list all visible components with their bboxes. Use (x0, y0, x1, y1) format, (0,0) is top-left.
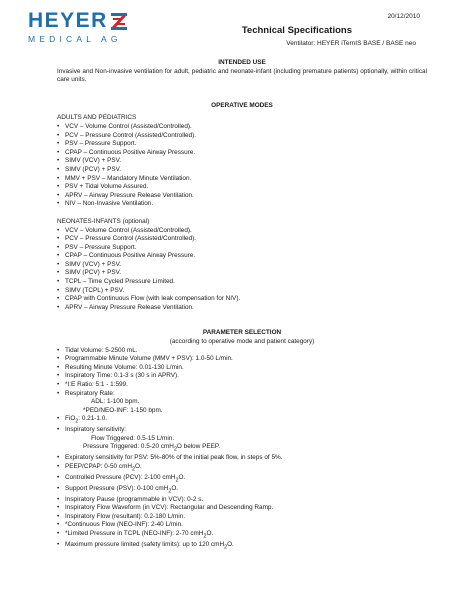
page-header (0, 0, 450, 58)
adults-group-title: ADULTS AND PEDIATRICS (57, 114, 137, 122)
list-item: • Inspiratory Flow (resultant): 0.2-180 L/min. (57, 513, 427, 522)
list-item: • APRV – Airway Pressure Release Ventilation. (57, 192, 427, 201)
neonates-group-title: NEONATES-INFANTS (optional) (57, 217, 150, 225)
document-title: Technical Specifications (241, 25, 352, 36)
list-item: • Inspiratory Pause (programmable in VCV): 0-2 s. (57, 496, 427, 505)
flow-triggered: Flow Triggered: 0.5-15 L/min. (91, 434, 175, 442)
document-date: 20/12/2010 (387, 13, 420, 20)
list-item: • SIMV (PCV) + PSV. (57, 269, 427, 278)
list-item: • SIMV (TCPL) + PSV. (57, 287, 427, 296)
list-item: • Inspiratory sensitivity: (57, 426, 427, 435)
list-item: • MMV + PSV – Mandatory Minute Ventilation. (57, 175, 427, 184)
list-item: • PCV – Pressure Control (Assisted/Controlled). (57, 235, 427, 244)
list-item: • *Continuous Flow (NEO-INF): 2-40 L/min. (57, 521, 427, 530)
list-item: • PSV + Tidal Volume Assured. (57, 183, 427, 192)
parameter-selection-heading: PARAMETER SELECTION (202, 329, 282, 337)
document-body (57, 59, 427, 552)
list-item: • Controlled Pressure (PCV): 2-100 cmH$_2$O. (57, 474, 427, 485)
parameter-selection-subheading: (according to operative mode and patient category) (169, 338, 315, 346)
resp-rate-adl: ADL: 1-100 bpm. (91, 398, 140, 406)
list-item: • Expiratory sensitivity for PSV: 5%-80% of the initial peak flow, in steps of 5%. (57, 454, 427, 463)
list-item: • VCV – Volume Control (Assisted/Controlled). (57, 123, 427, 132)
list-item: • Support Pressure (PSV): 0-100 cmH$_2$O. (57, 485, 427, 496)
list-item: • PEEP/CPAP: 0-50 cmH$_2$O. (57, 463, 427, 474)
resp-rate-ped: *PED/NEO-INF: 1-150 bpm. (83, 406, 163, 414)
list-item: • SIMV (PCV) + PSV. (57, 166, 427, 175)
list-item: • *I:E Ratio: 5:1 - 1:599. (57, 381, 427, 390)
heyer-z-logo-icon (111, 13, 127, 30)
list-item: • PSV – Pressure Support. (57, 140, 427, 149)
list-item: • SIMV (VCV) + PSV. (57, 157, 427, 166)
list-item: • Maximum pressure limited (safety limits): up to 120 cmH$_2$O. (57, 541, 427, 552)
list-item: • CPAP with Continuous Flow (with leak compensation for NIV). (57, 295, 427, 304)
intended-use-text: Invasive and Non-invasive ventilation for adult, pediatric and neonate-infant (including premature patients) optionally, within critical care units. (57, 67, 427, 84)
list-item: • PCV – Pressure Control (Assisted/Controlled). (57, 132, 427, 141)
neonates-mode-list (57, 227, 427, 313)
list-item: • Resulting Minute Volume: 0.01-130 L/min. (57, 364, 427, 373)
list-item: • Programmable Minute Volume (MMV + PSV): 1.0-50 L/min. (57, 355, 427, 364)
list-item: • PSV – Pressure Support. (57, 244, 427, 253)
list-item: • VCV – Volume Control (Assisted/Controlled). (57, 227, 427, 236)
pressure-triggered: Pressure Triggered: 0.5-20 cmH$_2$O below PEEP. (83, 443, 221, 453)
logo-wordmark: HEYER (28, 9, 108, 32)
list-item: • NIV – Non-Invasive Ventilation. (57, 200, 427, 209)
list-item: • *Limited Pressure in TCPL (NEO-INF): 2-70 cmH$_2$O. (57, 530, 427, 541)
logo-subtitle: MEDICAL AG (28, 34, 122, 44)
parameter-list (57, 347, 427, 552)
list-item: • Respiratory Rate: (57, 390, 427, 399)
adults-mode-list (57, 123, 427, 209)
list-item: • Inspiratory Time: 0.1-3 s (30 s in APRV). (57, 372, 427, 381)
operative-modes-heading: OPERATIVE MODES (211, 101, 273, 109)
document-subtitle: Ventilator: HEYER iTernIS BASE / BASE neo (286, 40, 416, 47)
list-item: • CPAP – Continuous Positive Airway Pressure. (57, 149, 427, 158)
list-item: • FiO$_2$: 0.21-1.0. (57, 415, 427, 426)
intended-use-heading: INTENDED USE (218, 59, 266, 66)
list-item: • Inspiratory Flow Waveform (in VCV): Rectangular and Descending Ramp. (57, 504, 427, 513)
list-item: • Tidal Volume: 5-2500 mL. (57, 347, 427, 356)
list-item: • APRV – Airway Pressure Release Ventilation. (57, 304, 427, 313)
list-item: • TCPL – Time Cycled Pressure Limited. (57, 278, 427, 287)
list-item: • SIMV (VCV) + PSV. (57, 261, 427, 270)
heyer-logo (28, 11, 127, 44)
list-item: • CPAP – Continuous Positive Airway Pressure. (57, 252, 427, 261)
